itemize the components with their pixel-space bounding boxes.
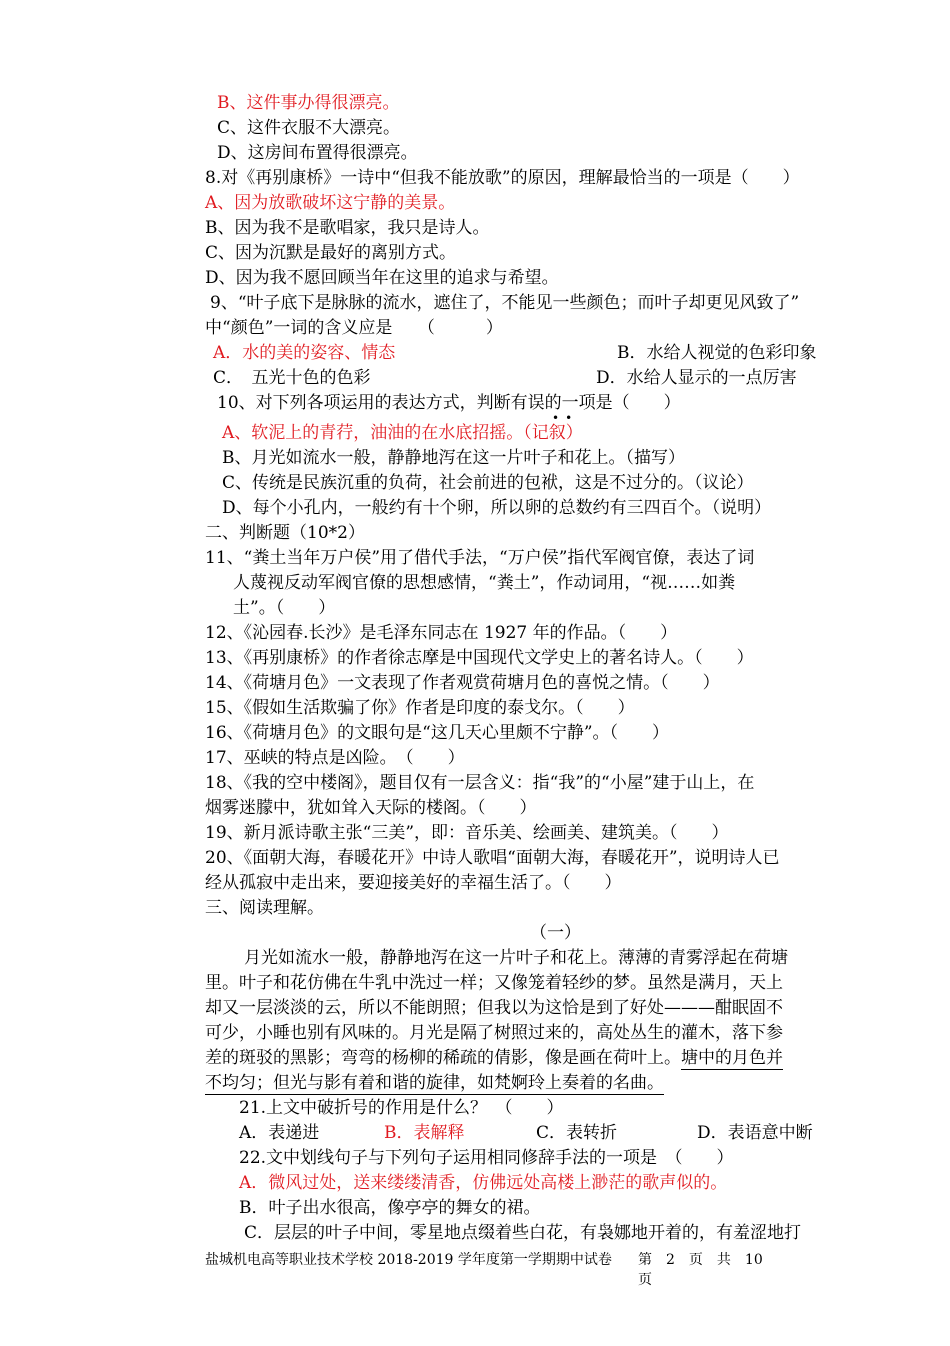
passage-line-4: 可少，小睡也别有风味的。月光是隔了树照过来的，高处丛生的灌木，落下参	[205, 1023, 783, 1043]
q17: 17、巫峡的特点是凶险。 （ ）	[205, 748, 465, 768]
q9-option-d: D．水给人显示的一点厉害	[596, 368, 797, 388]
q22-option-b: B．叶子出水很高，像亭亭的舞女的裙。	[239, 1198, 541, 1218]
underlined-sentence-end: 不均匀；但光与影有着和谐的旋律，如梵婀玲上奏着的名曲。	[205, 1073, 664, 1093]
q19: 19、新月派诗歌主张“三美”，即：音乐美、绘画美、建筑美。（ ）	[205, 823, 729, 843]
footer-page-suffix: 页	[638, 1272, 652, 1288]
q9-stem: 9、“叶子底下是脉脉的流水，遮住了，不能见一些颜色；而叶子却更见风致了”	[210, 293, 800, 313]
underlined-sentence-start: 塘中的月色并	[681, 1048, 783, 1068]
passage-line-2: 里。叶子和花仿佛在牛乳中洗过一样；又像笼着轻纱的梦。虽然是满月，天上	[205, 973, 783, 993]
q8-option-a: A、因为放歌破坏这宁静的美景。	[205, 193, 456, 213]
emphasis-dots: ••	[552, 411, 579, 425]
q8-option-c: C、因为沉默是最好的离别方式。	[205, 243, 457, 263]
q13: 13、《再别康桥》的作者徐志摩是中国现代文学史上的著名诗人。（ ）	[205, 648, 754, 668]
q21-option-a: A．表递进	[239, 1123, 320, 1143]
q22-option-c: C．层层的叶子中间，零星地点缀着些白花，有袅娜地开着的，有羞涩地打	[244, 1223, 802, 1243]
q16: 16、《荷塘月色》的文眼句是“这几天心里颇不宁静”。（ ）	[205, 723, 670, 743]
q21-option-d: D．表语意中断	[697, 1123, 813, 1143]
q9-option-b: B．水给人视觉的色彩印象	[617, 343, 817, 363]
q20-line-1: 20、《面朝大海，春暖花开》中诗人歌唱“面朝大海，春暖花开”，说明诗人已	[205, 848, 780, 868]
passage-line-5	[205, 1046, 783, 1070]
q11-line-2: 人蔑视反动军阀官僚的思想感情，“粪土”，作动词用，“视……如粪	[233, 573, 736, 593]
q10-option-a: A、软泥上的青荇，油油的在水底招摇。（记叙）	[222, 423, 583, 443]
q9-option-a: A．水的美的姿容、情态	[213, 343, 396, 363]
passage-line-1: 月光如流水一般，静静地泻在这一片叶子和花上。薄薄的青雾浮起在荷塘	[244, 948, 788, 968]
q18-line-1: 18、《我的空中楼阁》，题目仅有一层含义：指“我”的“小屋”建于山上，在	[205, 773, 755, 793]
q22-option-a: A．微风过处，送来缕缕清香，仿佛远处高楼上渺茫的歌声似的。	[239, 1173, 728, 1193]
passage-line-3: 却又一层淡淡的云，所以不能朗照；但我以为这恰是到了好处———酣眠固不	[205, 998, 783, 1018]
q12: 12、《沁园春.长沙》是毛泽东同志在 1927 年的作品。（ ）	[205, 623, 678, 643]
q20-line-2: 经从孤寂中走出来，要迎接美好的幸福生活了。（ ）	[205, 873, 622, 893]
q10-option-d: D、每个小孔内，一般约有十个卵，所以卵的总数约有三四百个。（说明）	[222, 498, 772, 518]
q11-line-1: 11、“粪土当年万户侯”用了借代手法，“万户侯”指代军阀官僚，表达了词	[205, 548, 755, 568]
q7-option-b: B、这件事办得很漂亮。	[217, 93, 400, 113]
q22-stem: 22.文中划线句子与下列句子运用相同修辞手法的一项是 （ ）	[239, 1148, 734, 1168]
footer-page-number: 第 2 页 共 10	[638, 1252, 763, 1268]
section-2-heading: 二、判断题（10*2）	[205, 523, 365, 543]
q21-option-b: B．表解释	[384, 1123, 465, 1143]
q10-option-b: B、月光如流水一般，静静地泻在这一片叶子和花上。（描写）	[222, 448, 685, 468]
q21-option-c: C．表转折	[536, 1123, 618, 1143]
q8-option-d: D、因为我不愿回顾当年在这里的追求与希望。	[205, 268, 559, 288]
footer-school: 盐城机电高等职业技术学校 2018-2019 学年度第一学期期中试卷	[205, 1252, 612, 1268]
q15: 15、《假如生活欺骗了你》作者是印度的泰戈尔。（ ）	[205, 698, 635, 718]
passage-line-5-plain: 差的斑驳的黑影；弯弯的杨柳的稀疏的倩影，像是画在荷叶上。	[205, 1048, 681, 1068]
q10-stem: 10、对下列各项运用的表达方式，判断有误的一项是（ ）	[217, 393, 681, 413]
q11-line-3: 土”。（ ）	[233, 598, 336, 618]
q7-option-d: D、这房间布置得很漂亮。	[217, 143, 418, 163]
q10-option-c: C、传统是民族沉重的负荷，社会前进的包袱，这是不过分的。（议论）	[222, 473, 754, 493]
q14: 14、《荷塘月色》一文表现了作者观赏荷塘月色的喜悦之情。（ ）	[205, 673, 720, 693]
passage-line-6	[205, 1071, 664, 1095]
section-3-heading: 三、阅读理解。	[205, 898, 324, 918]
q9-option-c: C． 五光十色的色彩	[213, 368, 371, 388]
q18-line-2: 烟雾迷朦中，犹如耸入天际的楼阁。（ ）	[205, 798, 537, 818]
q8-option-b: B、因为我不是歌唱家，我只是诗人。	[205, 218, 490, 238]
passage-1-heading: （一）	[530, 923, 581, 943]
q7-option-c: C、这件衣服不大漂亮。	[217, 118, 401, 138]
q9-stem-cont: 中“颜色”一词的含义应是 （ ）	[205, 318, 503, 338]
q21-stem: 21.上文中破折号的作用是什么？ （ ）	[239, 1098, 564, 1118]
q8-stem: 8.对《再别康桥》一诗中“但我不能放歌”的原因，理解最恰当的一项是（ ）	[205, 168, 800, 188]
